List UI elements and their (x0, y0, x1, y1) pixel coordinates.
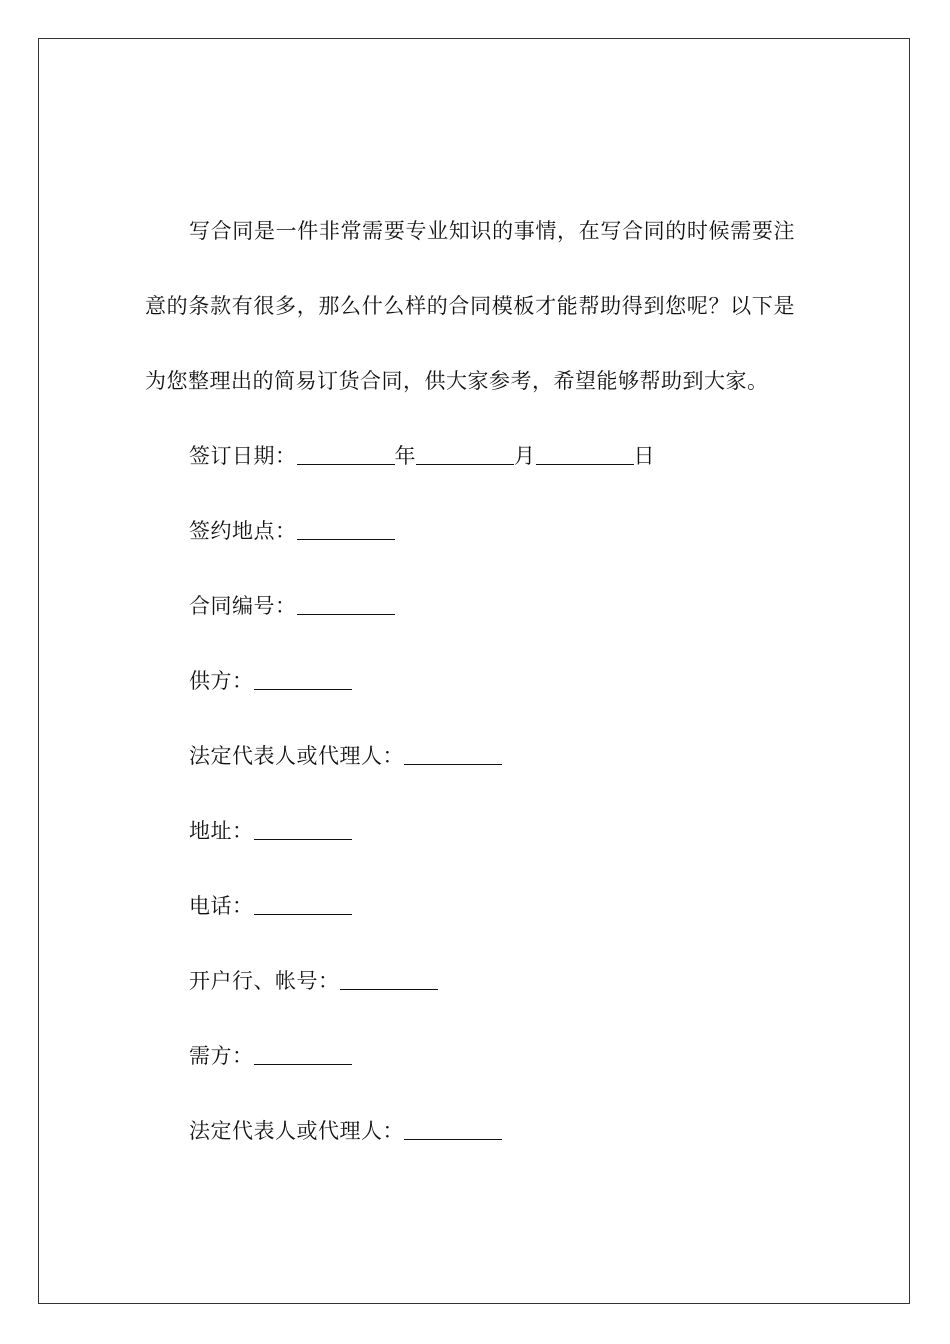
year-blank[interactable] (297, 444, 395, 465)
buyer-rep-label: 法定代表人或代理人： (189, 1119, 404, 1143)
intro-paragraph: 写合同是一件非常需要专业知识的事情，在写合同的时候需要注意的条款有很多，那么什么样的合同模板才能帮助得到您呢？以下是为您整理出的简易订货合同，供大家参考，希望能够帮助到大家。 (145, 219, 795, 393)
bank-account-blank[interactable] (340, 969, 438, 990)
buyer-label: 需方： (189, 1044, 254, 1068)
day-blank[interactable] (536, 444, 634, 465)
buyer-rep-field (145, 1094, 795, 1169)
sign-date-field (145, 419, 795, 494)
phone-label: 电话： (189, 894, 254, 918)
supplier-field (145, 644, 795, 719)
supplier-rep-blank[interactable] (404, 744, 502, 765)
contract-no-field (145, 569, 795, 644)
sign-date-label: 签订日期： (189, 444, 297, 468)
month-label: 月 (514, 444, 536, 468)
supplier-blank[interactable] (254, 669, 352, 690)
supplier-rep-label: 法定代表人或代理人： (189, 744, 404, 768)
day-label: 日 (633, 444, 655, 468)
address-blank[interactable] (254, 819, 352, 840)
year-label: 年 (394, 444, 416, 468)
bank-account-label: 开户行、帐号： (189, 969, 340, 993)
address-field (145, 794, 795, 869)
contract-no-label: 合同编号： (189, 594, 297, 618)
supplier-rep-field (145, 719, 795, 794)
phone-blank[interactable] (254, 894, 352, 915)
sign-place-blank[interactable] (297, 519, 395, 540)
buyer-rep-blank[interactable] (404, 1119, 502, 1140)
contract-no-blank[interactable] (297, 594, 395, 615)
buyer-blank[interactable] (254, 1044, 352, 1065)
address-label: 地址： (189, 819, 254, 843)
bank-account-field (145, 944, 795, 1019)
sign-place-label: 签约地点： (189, 519, 297, 543)
supplier-label: 供方： (189, 669, 254, 693)
document-body (145, 194, 795, 1169)
phone-field (145, 869, 795, 944)
buyer-field (145, 1019, 795, 1094)
month-blank[interactable] (416, 444, 514, 465)
sign-place-field (145, 494, 795, 569)
